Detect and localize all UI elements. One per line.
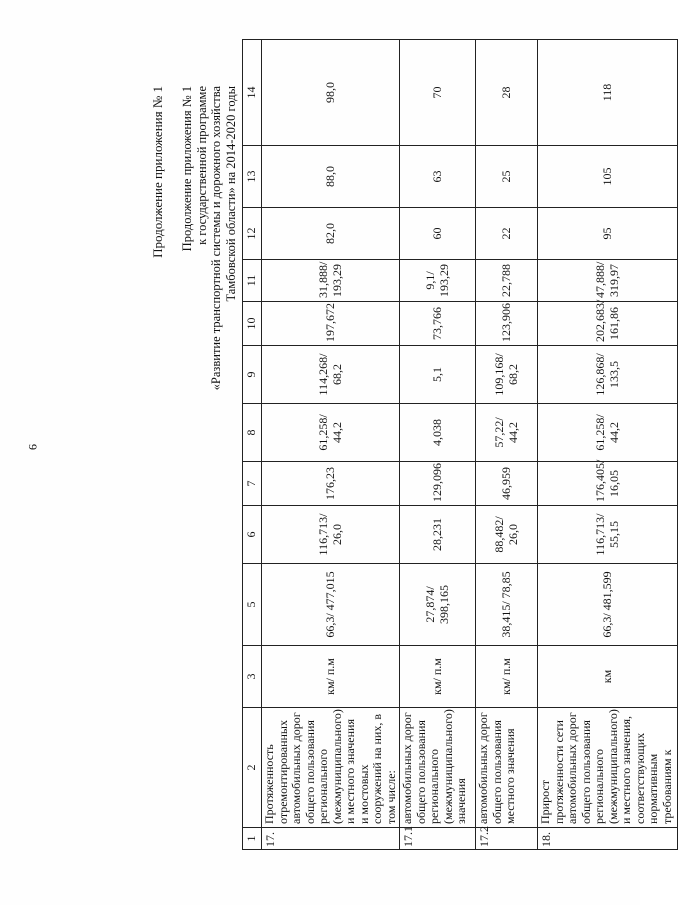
- subheading-line: к государственной программе: [194, 86, 209, 245]
- table-row: [400, 40, 476, 850]
- value-cell: 25: [476, 146, 538, 208]
- table-row: [262, 40, 400, 850]
- header-cell: 8: [243, 404, 262, 462]
- value-cell: 82,0: [262, 208, 400, 260]
- value-cell: 126,868/ 133,5: [538, 346, 678, 404]
- header-cell: 2: [243, 708, 262, 828]
- value-cell: 61,258/ 44,2: [262, 404, 400, 462]
- header-cell: 7: [243, 462, 262, 506]
- unit-cell: км/ п.м: [262, 646, 400, 708]
- subheading-line: Тамбовской области» на 2014-2020 годы: [223, 86, 238, 302]
- value-cell: 9,1/ 193,29: [400, 260, 476, 302]
- value-cell: 27,874/ 398,165: [400, 564, 476, 646]
- value-cell: 70: [400, 40, 476, 146]
- value-cell: 116,713/ 26,0: [262, 506, 400, 564]
- unit-cell: км: [538, 646, 678, 708]
- indicator-name: Протяженность отремонтированных автомобильных дорог общего пользования регионального (межмуниципального) и местного значения и мостовых сооружений на них, в том числе:: [262, 708, 400, 828]
- value-cell: 31,888/ 193,29: [262, 260, 400, 302]
- table-row: [538, 40, 678, 850]
- header-cell: 5: [243, 564, 262, 646]
- header-cell: 3: [243, 646, 262, 708]
- subheading-line: Продолжение приложения № 1: [180, 86, 194, 252]
- row-number: 17.1: [400, 828, 476, 850]
- value-cell: 88,0: [262, 146, 400, 208]
- header-cell: 14: [243, 40, 262, 146]
- value-cell: 88,482/ 26,0: [476, 506, 538, 564]
- page-number: 9: [26, 444, 40, 450]
- row-number: 17.: [262, 828, 400, 850]
- value-cell: 129,096: [400, 462, 476, 506]
- header-cell: 6: [243, 506, 262, 564]
- value-cell: 73,766: [400, 302, 476, 346]
- value-cell: 46,959: [476, 462, 538, 506]
- value-cell: 114,268/ 68,2: [262, 346, 400, 404]
- value-cell: 63: [400, 146, 476, 208]
- unit-cell: км/ п.м: [400, 646, 476, 708]
- indicators-table: [242, 39, 678, 850]
- value-cell: 38,415/ 78,85: [476, 564, 538, 646]
- indicator-name: автомобильных дорог общего пользования местного значения: [476, 708, 538, 828]
- indicator-name: Прирост протяженности сети автомобильных дорог общего пользования регионального (межмуниципального) и местного значения, соответствующих нормативным требованиям к: [538, 708, 678, 828]
- value-cell: 28,231: [400, 506, 476, 564]
- value-cell: 22,788: [476, 260, 538, 302]
- value-cell: 105: [538, 146, 678, 208]
- value-cell: 123,906: [476, 302, 538, 346]
- value-cell: 66,3/ 477,015: [262, 564, 400, 646]
- value-cell: 57,22/ 44,2: [476, 404, 538, 462]
- document-header: [150, 80, 238, 850]
- value-cell: 109,168/ 68,2: [476, 346, 538, 404]
- value-cell: 118: [538, 40, 678, 146]
- value-cell: 176,23: [262, 462, 400, 506]
- table-header-row: [243, 40, 262, 850]
- value-cell: 4,038: [400, 404, 476, 462]
- value-cell: 28: [476, 40, 538, 146]
- value-cell: 197,672: [262, 302, 400, 346]
- table-row: [476, 40, 538, 850]
- header-cell: 10: [243, 302, 262, 346]
- value-cell: 176,405/ 16,05: [538, 462, 678, 506]
- indicator-name: автомобильных дорог общего пользования регионального (межмуниципального) значения: [400, 708, 476, 828]
- continuation-title: Продолжение приложения № 1: [150, 86, 165, 258]
- header-cell: 13: [243, 146, 262, 208]
- value-cell: 5,1: [400, 346, 476, 404]
- value-cell: 98,0: [262, 40, 400, 146]
- rotated-table-block: [150, 80, 674, 850]
- header-cell: 1: [243, 828, 262, 850]
- header-cell: 12: [243, 208, 262, 260]
- value-cell: 95: [538, 208, 678, 260]
- appendix-subheading: [180, 80, 238, 850]
- row-number: 17.2: [476, 828, 538, 850]
- header-cell: 9: [243, 346, 262, 404]
- value-cell: 60: [400, 208, 476, 260]
- value-cell: 22: [476, 208, 538, 260]
- value-cell: 202,683/ 161,86: [538, 302, 678, 346]
- value-cell: 116,713/ 55,15: [538, 506, 678, 564]
- header-cell: 11: [243, 260, 262, 302]
- unit-cell: км/ п.м: [476, 646, 538, 708]
- row-number: 18.: [538, 828, 678, 850]
- subheading-line: «Развитие транспортной системы и дорожного хозяйства: [209, 86, 223, 391]
- value-cell: 66,3/ 481,599: [538, 564, 678, 646]
- value-cell: 61,258/ 44,2: [538, 404, 678, 462]
- value-cell: 47,888/ 319,97: [538, 260, 678, 302]
